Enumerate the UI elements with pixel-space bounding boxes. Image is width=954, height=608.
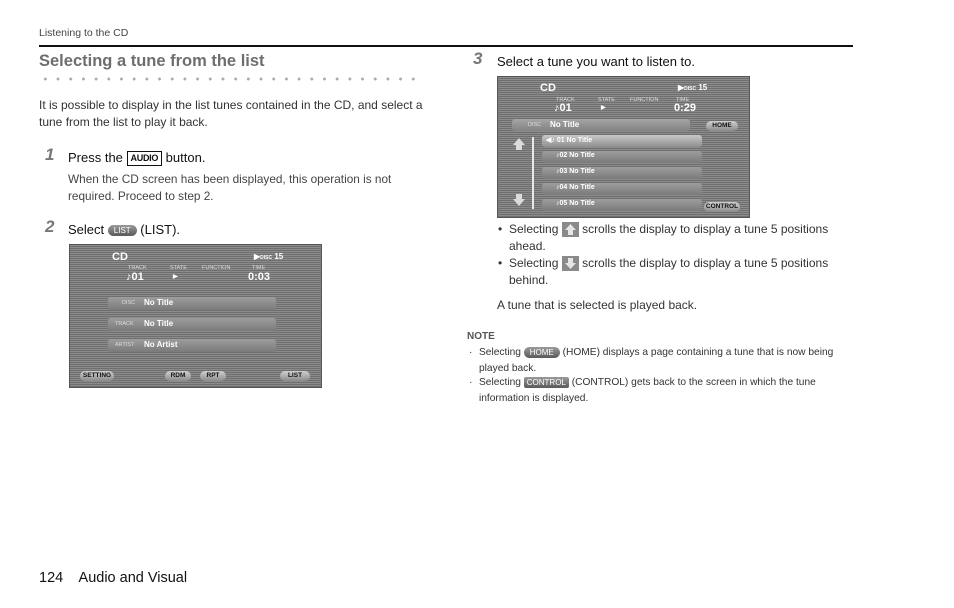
screen1-row-track-label: TRACK bbox=[115, 321, 134, 327]
screen2-track-label: TRACK bbox=[556, 97, 575, 103]
screen2-scrollbar bbox=[532, 137, 534, 209]
screen2-disc-value: No Title bbox=[550, 120, 580, 129]
step2-instruction: Select LIST (LIST). bbox=[68, 222, 181, 237]
step1-number: 1 bbox=[45, 145, 55, 164]
screen1-track-label: TRACK bbox=[128, 265, 147, 271]
cd-screen-image bbox=[69, 244, 322, 388]
screen1-track-value: ♪01 bbox=[126, 271, 144, 283]
note-title: NOTE bbox=[467, 331, 495, 342]
section-title: Selecting a tune from the list bbox=[39, 52, 265, 70]
step3-number: 3 bbox=[473, 49, 483, 68]
screen2-state-label: STATE bbox=[598, 97, 615, 103]
page-number: 124 bbox=[39, 570, 64, 586]
screen1-row-artist-label: ARTIST bbox=[115, 342, 135, 348]
screen1-rpt-button: RPT bbox=[200, 371, 226, 381]
up-arrow-icon bbox=[562, 222, 579, 237]
screen2-function-label: FUNCTION bbox=[630, 97, 659, 103]
list-button-icon: LIST bbox=[108, 225, 137, 236]
footer-section: Audio and Visual bbox=[78, 570, 188, 586]
screen2-state-value: ▶ bbox=[601, 105, 606, 111]
screen1-rdm-button: RDM bbox=[165, 371, 191, 381]
screen1-row-disc-label: DISC bbox=[122, 300, 136, 306]
bullet-up-arrow: • Selecting scrolls the display to display a tune 5 positions ahead. bbox=[498, 222, 829, 253]
screen2-up-arrow-icon bbox=[512, 137, 526, 151]
tune-list-screen-image bbox=[497, 76, 750, 218]
screen2-disc-label: DISC bbox=[528, 122, 542, 128]
screen1-row-track-value: No Title bbox=[144, 319, 174, 328]
screen1-disc-icon: ▶DISC 15 bbox=[254, 252, 284, 261]
screen2-source: CD bbox=[540, 82, 556, 94]
screen1-source: CD bbox=[112, 251, 128, 263]
screen2-home-button: HOME bbox=[706, 121, 738, 131]
home-button-icon: HOME bbox=[524, 347, 560, 358]
step3-instruction: Select a tune you want to listen to. bbox=[497, 54, 696, 69]
screen2-disc-icon: ▶DISC 15 bbox=[678, 83, 708, 92]
screen2-track-row-2-label: ♪02 No Title bbox=[556, 152, 595, 159]
step2-number: 2 bbox=[45, 217, 55, 236]
screen2-track-row-5-label: ♪05 No Title bbox=[556, 200, 595, 207]
page-footer bbox=[39, 570, 187, 586]
note-item-home: · Selecting HOME (HOME) displays a page containing a tune that is now being played back. bbox=[469, 347, 834, 374]
screen1-state-label: STATE bbox=[170, 265, 187, 271]
screen2-track-row-1-label: ◀♪ 01 No Title bbox=[546, 137, 593, 144]
screen1-list-button: LIST bbox=[280, 371, 310, 381]
screen1-row-disc-value: No Title bbox=[144, 298, 174, 307]
control-button-icon: CONTROL bbox=[524, 377, 569, 388]
screen2-time-label: TIME bbox=[676, 97, 690, 103]
intro-paragraph: It is possible to display in the list tunes contained in the CD, and select a tune from the list to play it back. bbox=[39, 98, 423, 129]
header-rule bbox=[39, 45, 853, 47]
screen2-control-button: CONTROL bbox=[705, 203, 739, 210]
screen2-time-value: 0:29 bbox=[674, 102, 697, 114]
result-text: A tune that is selected is played back. bbox=[497, 298, 698, 312]
screen2-track-value: ♪01 bbox=[554, 102, 572, 114]
running-title: Listening to the CD bbox=[39, 27, 129, 39]
screen1-setting-button: SETTING bbox=[80, 371, 114, 381]
dotted-divider bbox=[39, 76, 419, 82]
screen2-track-row-4-label: ♪04 No Title bbox=[556, 184, 595, 191]
screen1-row-artist-value: No Artist bbox=[144, 340, 178, 349]
screen1-time-value: 0:03 bbox=[248, 271, 271, 283]
step1-instruction: Press the AUDIO button. bbox=[68, 150, 206, 165]
screen1-state-value: ▶ bbox=[173, 274, 178, 280]
down-arrow-icon bbox=[562, 256, 579, 271]
screen1-time-label: TIME bbox=[252, 265, 266, 271]
audio-button-icon: AUDIO bbox=[127, 151, 163, 166]
step1-note: When the CD screen has been displayed, this operation is not required. Proceed to step 2. bbox=[68, 172, 392, 203]
screen1-function-label: FUNCTION bbox=[202, 265, 231, 271]
screen2-track-row-3-label: ♪03 No Title bbox=[556, 168, 595, 175]
screen2-down-arrow-icon bbox=[512, 193, 526, 207]
bullet-down-arrow: • Selecting scrolls the display to display a tune 5 positions behind. bbox=[498, 256, 829, 287]
note-item-control: · Selecting CONTROL (CONTROL) gets back to the screen in which the tune information is displayed. bbox=[469, 377, 816, 404]
